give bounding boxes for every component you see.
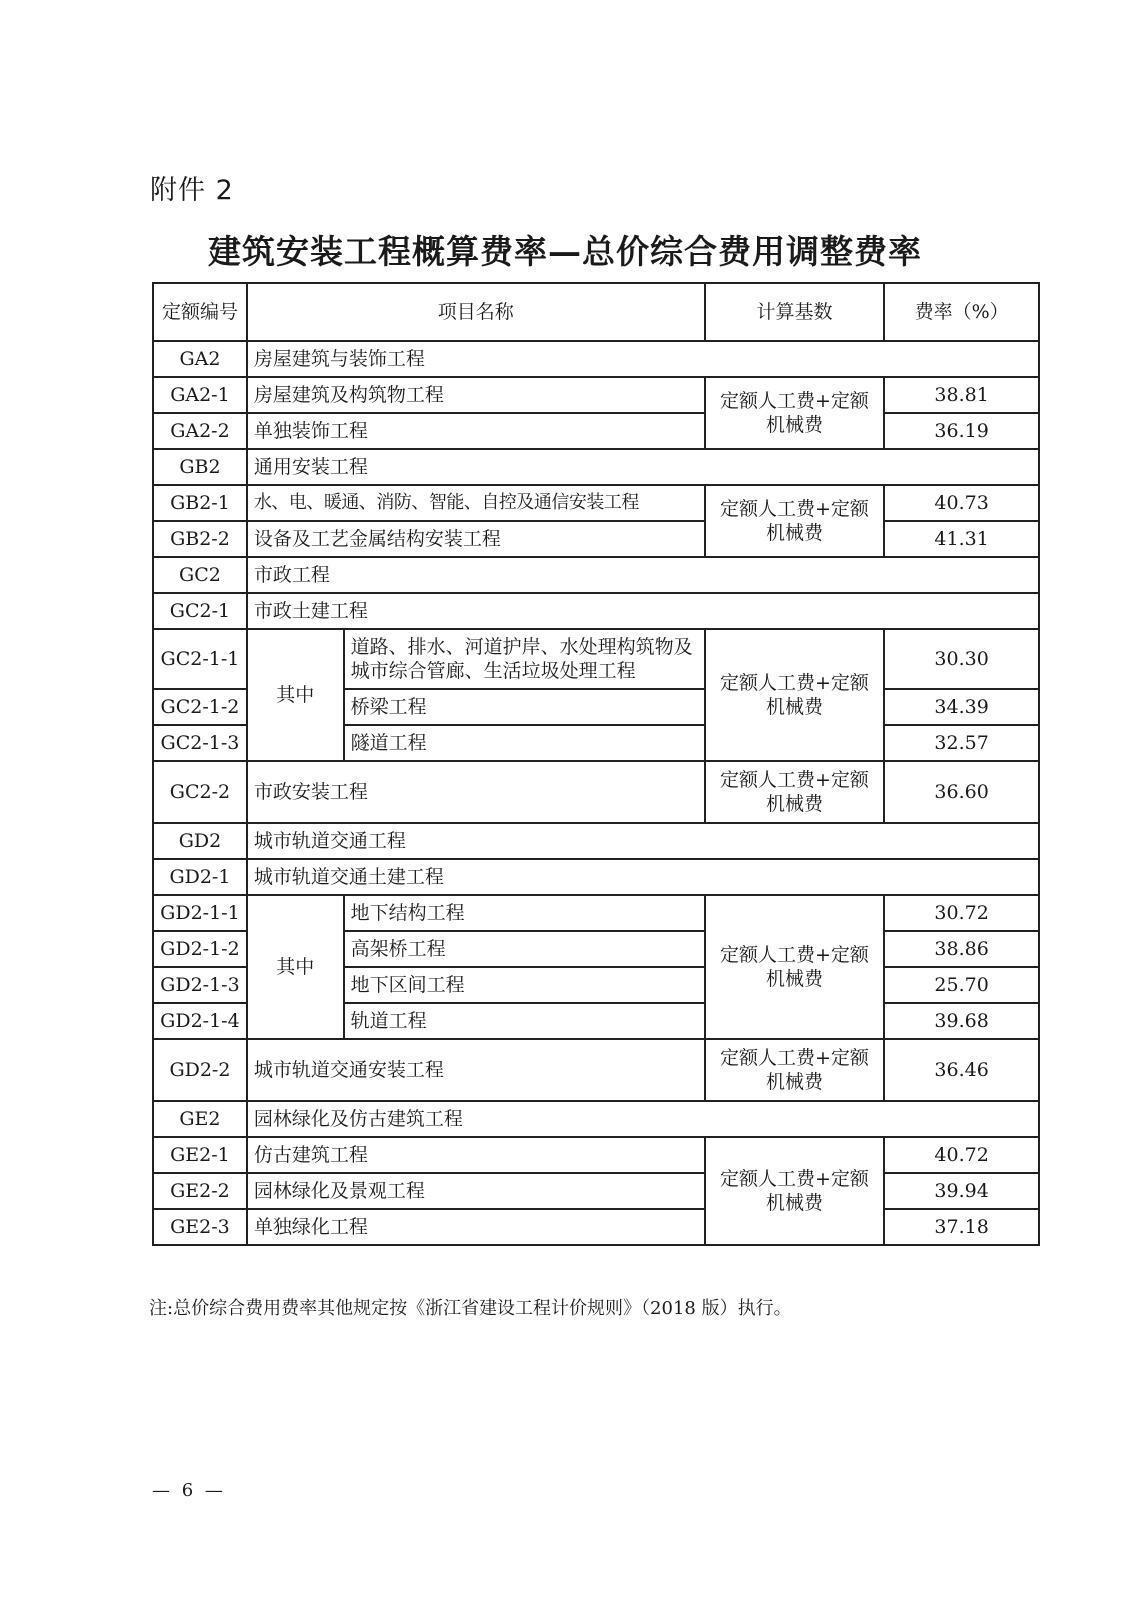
row-name: 园林绿化及景观工程 [247,1173,705,1209]
table-row [153,341,1039,377]
row-code: GA2-2 [153,413,247,449]
row-basis: 定额人工费+定额机械费 [705,761,885,823]
table-row [153,1039,1039,1101]
row-qizhong-label: 其中 [247,629,344,761]
row-code: GC2-1-3 [153,725,247,761]
table-row [153,761,1039,823]
row-code: GD2-1-2 [153,931,247,967]
row-rate: 37.18 [884,1209,1039,1245]
row-rate: 40.72 [884,1137,1039,1173]
table-row [153,593,1039,629]
row-rate: 25.70 [884,967,1039,1003]
table-row [153,1137,1039,1173]
row-code: GD2-1-4 [153,1003,247,1039]
row-name: 隧道工程 [344,725,705,761]
table-row [153,413,1039,449]
header-basis: 计算基数 [705,283,885,341]
row-name: 市政安装工程 [247,761,705,823]
page-number: — 6 — [152,1480,226,1501]
row-rate: 36.19 [884,413,1039,449]
row-code: GC2-1-2 [153,689,247,725]
row-rate: 39.68 [884,1003,1039,1039]
row-code: GC2 [153,557,247,593]
row-code: GA2 [153,341,247,377]
row-code: GC2-1-1 [153,629,247,689]
row-name: 桥梁工程 [344,689,705,725]
table-row [153,895,1039,931]
footnote: 注:总价综合费用费率其他规定按《浙江省建设工程计价规则》（2018 版）执行。 [149,1298,792,1319]
table-row [153,1173,1039,1209]
row-name: 地下结构工程 [344,895,705,931]
row-basis: 定额人工费+定额机械费 [705,1137,885,1245]
row-name: 市政土建工程 [247,593,1039,629]
row-code: GE2-3 [153,1209,247,1245]
row-rate: 38.81 [884,377,1039,413]
row-basis: 定额人工费+定额机械费 [705,377,885,449]
row-rate: 38.86 [884,931,1039,967]
row-name: 轨道工程 [344,1003,705,1039]
row-code: GE2-2 [153,1173,247,1209]
row-rate: 36.60 [884,761,1039,823]
row-name: 单独绿化工程 [247,1209,705,1245]
row-rate: 32.57 [884,725,1039,761]
row-code: GB2-1 [153,485,247,521]
table-row [153,1101,1039,1137]
row-name: 单独装饰工程 [247,413,705,449]
row-code: GD2-1-1 [153,895,247,931]
row-name: 市政工程 [247,557,1039,593]
table-header-row [153,283,1039,341]
document-title: 建筑安装工程概算费率—总价综合费用调整费率 [208,232,922,271]
row-name: 园林绿化及仿古建筑工程 [247,1101,1039,1137]
table-row [153,521,1039,557]
row-name: 城市轨道交通工程 [247,823,1039,859]
row-name: 高架桥工程 [344,931,705,967]
attachment-label: 附件 2 [150,175,234,206]
table-row [153,485,1039,521]
table-row [153,859,1039,895]
row-code: GA2-1 [153,377,247,413]
row-rate: 39.94 [884,1173,1039,1209]
row-basis: 定额人工费+定额机械费 [705,629,885,761]
row-name: 设备及工艺金属结构安装工程 [247,521,705,557]
table-row [153,1209,1039,1245]
row-code: GD2-1 [153,859,247,895]
row-name: 城市轨道交通安装工程 [247,1039,705,1101]
row-name: 房屋建筑与装饰工程 [247,341,1039,377]
row-name: 仿古建筑工程 [247,1137,705,1173]
header-code: 定额编号 [153,283,247,341]
row-code: GE2-1 [153,1137,247,1173]
table-row [153,629,1039,689]
row-code: GD2-1-3 [153,967,247,1003]
row-code: GC2-2 [153,761,247,823]
row-name: 水、电、暖通、消防、智能、自控及通信安装工程 [247,485,705,521]
row-rate: 30.30 [884,629,1039,689]
row-code: GB2 [153,449,247,485]
row-basis: 定额人工费+定额机械费 [705,485,885,557]
row-name: 房屋建筑及构筑物工程 [247,377,705,413]
table-row [153,823,1039,859]
table-row [153,449,1039,485]
row-code: GD2 [153,823,247,859]
row-rate: 41.31 [884,521,1039,557]
row-basis: 定额人工费+定额机械费 [705,1039,885,1101]
row-rate: 30.72 [884,895,1039,931]
row-rate: 34.39 [884,689,1039,725]
row-rate: 40.73 [884,485,1039,521]
row-code: GE2 [153,1101,247,1137]
row-rate: 36.46 [884,1039,1039,1101]
row-name: 城市轨道交通土建工程 [247,859,1039,895]
row-name: 道路、排水、河道护岸、水处理构筑物及城市综合管廊、生活垃圾处理工程 [344,629,705,689]
row-code: GD2-2 [153,1039,247,1101]
row-name: 通用安装工程 [247,449,1039,485]
row-code: GB2-2 [153,521,247,557]
row-name: 地下区间工程 [344,967,705,1003]
header-rate: 费率（%） [884,283,1039,341]
row-qizhong-label: 其中 [247,895,344,1039]
table-row [153,557,1039,593]
row-basis: 定额人工费+定额机械费 [705,895,885,1039]
row-code: GC2-1 [153,593,247,629]
rate-table [152,282,1040,1246]
header-name: 项目名称 [247,283,705,341]
table-row [153,377,1039,413]
